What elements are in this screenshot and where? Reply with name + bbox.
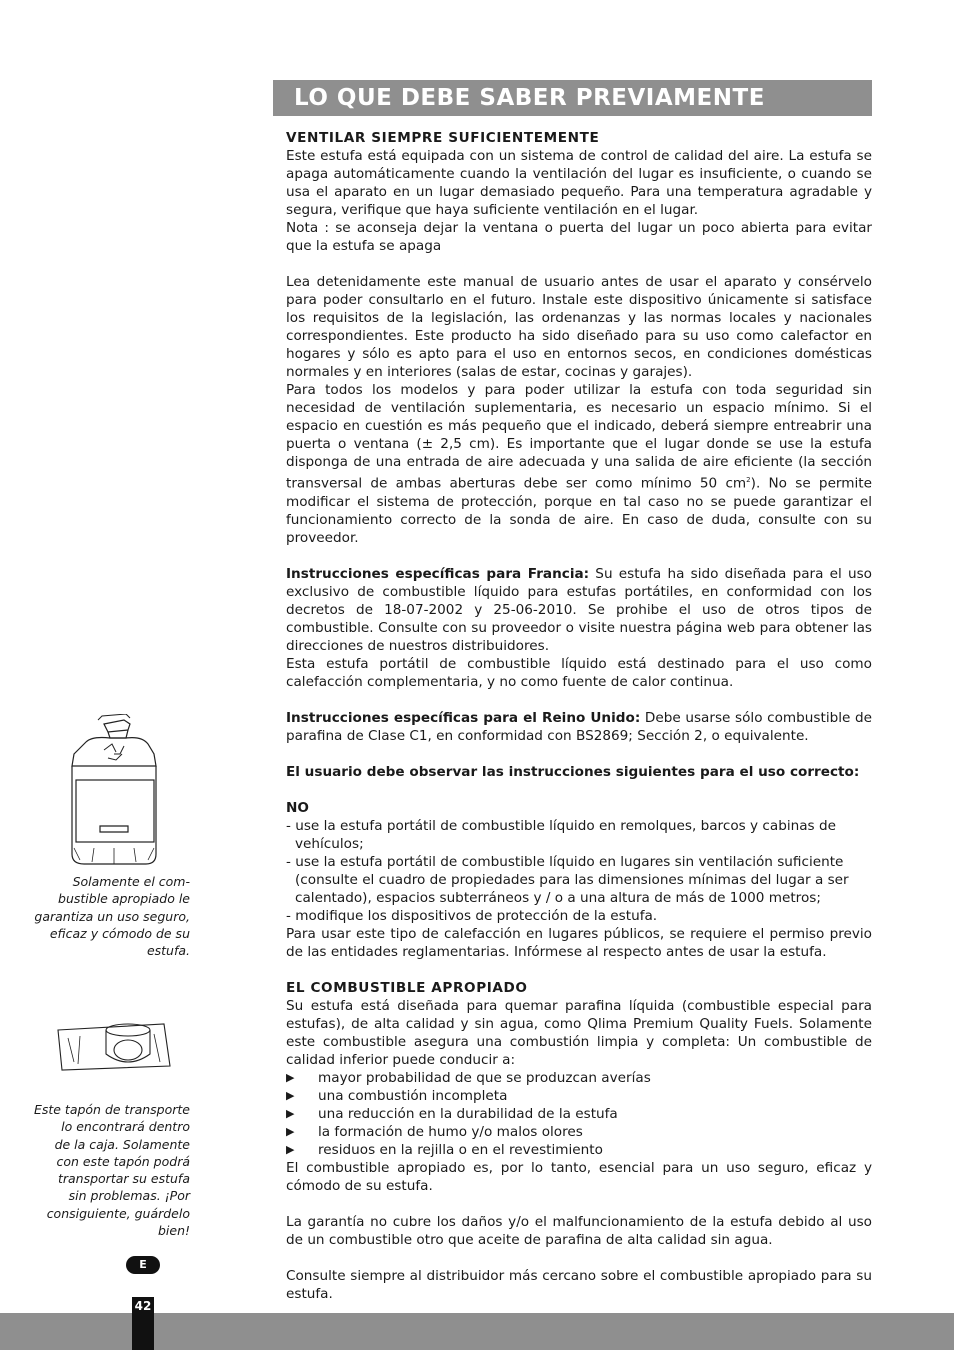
paragraph: Esta estufa portátil de combustible líquido está destinado para el uso como calefacción complementaria, y no como fuente de calor continua. [286,655,872,690]
caption-line: consiguiente, guárdelo [46,1205,190,1221]
list-item: - use la estufa portátil de combustible líquido en lugares sin ventilación suficiente (consulte el cuadro de propiedades para las dimensiones mínimas del lugar a ser calentado), espacios subterráneos y / o a una altura de más de 1000 metros; [286,853,849,906]
caption-line: con este tapón podrá [56,1153,190,1169]
france-text: Su estufa ha sido diseñada para el uso exclusivo de combustible líquido para estufas portátiles, en conformidad con los decretos de 18-07-2002 y 25-06-2010. Se prohibe el uso de otros tipos de combustible. Consulte con su proveedor o visite nuestra página web para obtener las direcciones de nuestros distribuidores. [286,565,873,654]
page-number: 42 [132,1297,154,1350]
superscript: 2 [746,476,751,484]
no-label-text: NO [286,799,309,816]
instructions-heading [286,763,872,781]
list-item [286,1141,872,1159]
france-paragraph [286,565,872,655]
arrow-right-icon: ▶ [286,1106,295,1120]
list-item-text: la formación de humo y/o malos olores [318,1123,583,1140]
caption-line: estufa. [146,943,190,959]
fuel-can-illustration [64,714,164,869]
list-item-text: una combustión incompleta [318,1087,508,1104]
caption-line: bustible apropiado le [58,891,190,907]
paragraph: Nota : se aconseja dejar la ventana o puerta del lugar un poco abierta para evitar que la estufa se apaga [286,220,872,254]
paragraph: El combustible apropiado es, por lo tanto, esencial para un uso seguro, eficaz y cómodo de su estufa. [286,1159,872,1194]
section-heading-fuel: EL COMBUSTIBLE APROPIADO [286,979,528,996]
list-item: - modifique los dispositivos de protección de la estufa. [286,907,658,924]
page-title: LO QUE DEBE SABER PREVIAMENTE [294,85,765,111]
list-item-text: una reducción en la durabilidad de la estufa [318,1105,618,1122]
list-item [286,1123,872,1141]
paragraph-text: ). No se permite modificar el sistema de protección, porque en tal caso no se puede garantizar el funcionamiento correcto de la sonda de aire. En caso de duda, consulte con su proveedor. [286,475,872,546]
caption-line: bien! [157,1223,190,1239]
uk-paragraph [286,709,872,745]
no-label [286,799,872,817]
paragraph-text: Para todos los modelos y para poder utilizar la estufa con toda seguridad sin necesidad de ventilación suplementaria, es necesario un espacio mínimo. Si el espacio en cuestión es más pequeño que el indicado, deberá siempre entreabrir una puerta o ventana (± 2,5 cm). Es importante que el lugar donde se use la estufa disponga de una entrada de aire adecuada y una salida de aire eficiente (la sección transversal de ambas aberturas debe ser como mínimo 50 cm [286,382,872,492]
main-content [286,129,872,1303]
list-item [286,1105,872,1123]
transport-cap-illustration [54,1018,174,1074]
caption-line: lo encontrará dentro [61,1119,190,1135]
sidebar-caption-fuel [10,873,190,959]
caption-line: transportar su estufa [57,1171,190,1187]
paragraph: La garantía no cubre los daños y/o el malfuncionamiento de la estufa debido al uso de un combustible otro que aceite de parafina de alta calidad sin agua. [286,1213,872,1248]
arrow-right-icon: ▶ [286,1142,295,1156]
list-item-text: residuos en la rejilla o en el revestimiento [318,1141,603,1158]
instructions-heading-text: El usuario debe observar las instrucciones siguientes para el uso correcto: [286,763,860,780]
uk-label: Instrucciones específicas para el Reino Unido: [286,709,641,726]
paragraph: Consulte siempre al distribuidor más cercano sobre el combustible apropiado para su estufa. [286,1267,872,1302]
caption-line: garantiza un uso seguro, [34,908,190,924]
paragraph [286,381,872,547]
uk-text: Debe usarse sólo combustible de parafina de Clase C1, en conformidad con BS2869; Sección 2, o equivalente. [286,709,872,744]
section-heading-ventilation: VENTILAR SIEMPRE SUFICIENTEMENTE [286,130,600,146]
language-badge: E [126,1256,160,1274]
caption-line: eficaz y cómodo de su [49,925,190,941]
paragraph: Este estufa está equipada con un sistema de control de calidad del aire. La estufa se apaga automáticamente cuando la ventilación del lugar es insuficiente, o cuando se usa el aparato en un lugar demasiado pequeño. Para una temperatura agradable y segura, verifique que haya suficiente ventilación en el lugar. [286,148,872,218]
caption-line: Solamente el com- [72,874,190,889]
paragraph: Lea detenidamente este manual de usuario antes de usar el aparato y consérvelo para poder consultarlo en el futuro. Instale este dispositivo únicamente si satisface los requisitos de la legislación, las ordenanzas y las normas locales y nacionales correspondientes. Este producto ha sido diseñado para su uso como calefactor en hogares y sólo es apto para el uso en entornos secos, en condiciones domésticas normales y en interiores (salas de estar, cocinas y garajes). [286,274,872,380]
caption-line: sin problemas. ¡Por [68,1188,190,1204]
caption-line: de la caja. Solamente [54,1136,190,1152]
sidebar-caption-cap [10,1101,190,1239]
arrow-right-icon: ▶ [286,1124,295,1138]
list-item: - use la estufa portátil de combustible líquido en remolques, barcos y cabinas de vehículos; [286,817,836,852]
title-banner [273,80,872,116]
list-item-text: mayor probabilidad de que se produzcan averías [318,1069,651,1086]
paragraph: Su estufa está diseñada para quemar parafina líquida (combustible especial para estufas), de alta calidad y sin agua, como Qlima Premium Quality Fuels. Solamente este combustible asegura una combustión limpia y completa: Un combustible de calidad inferior puede conducir a: [286,997,872,1068]
arrow-right-icon: ▶ [286,1070,295,1084]
caption-line: Este tapón de transporte [33,1102,190,1117]
paragraph: Para usar este tipo de calefacción en lugares públicos, se requiere el permiso previo de las entidades reglamentarias. Infórmese al respecto antes de usar la estufa. [286,925,872,960]
france-label: Instrucciones específicas para Francia: [286,565,590,582]
arrow-right-icon: ▶ [286,1088,295,1102]
list-item [286,1087,872,1105]
list-item [286,1069,872,1087]
